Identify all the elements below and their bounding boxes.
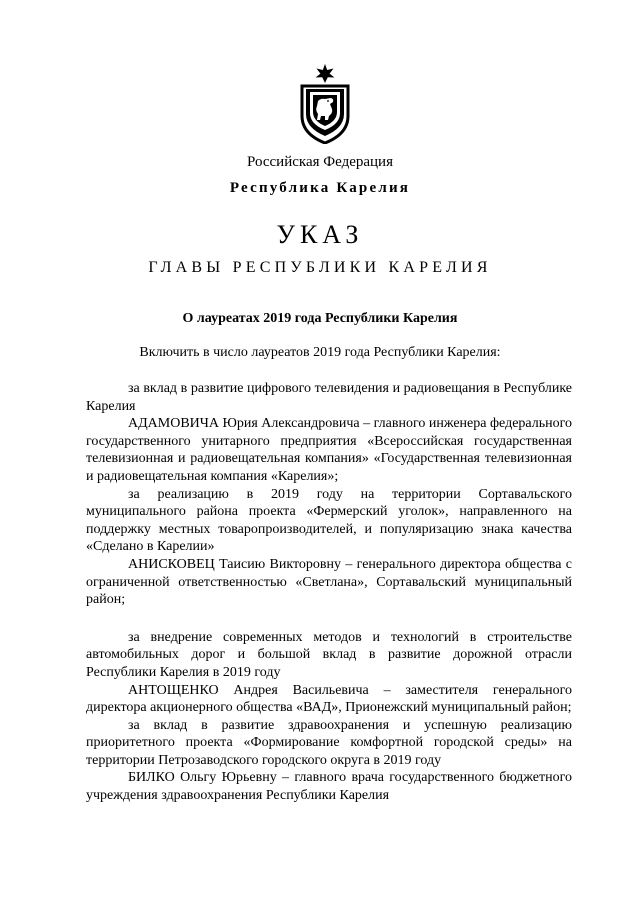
decree-subject: О лауреатах 2019 года Республики Карелия [182,311,458,326]
decree-body [86,380,572,805]
award-reason: за внедрение современных методов и технологий в строительстве автомобильных дорог и большой вклад в развитие дорожной отрасли Республики Карелия в 2019 году [86,629,572,680]
coat-of-arms [298,64,352,144]
award-reason: за вклад в развитие цифрового телевидения и радиовещания в Республике Карелия [86,381,572,414]
decree-intro: Включить в число лауреатов 2019 года Республики Карелия: [139,345,501,360]
republic-name: Республика Карелия [229,180,411,196]
awardee: АНТОЩЕНКО Андрея Васильевича – заместителя генерального директора акционерного общества «ВАД», Прионежский муниципальный район; [86,682,572,716]
awardee: АНИСКОВЕЦ Таисию Викторовну – генерального директора общества с ограниченной ответственностью «Светлана», Сортавальский муниципальный район; [86,556,572,608]
award-reason: за реализацию в 2019 году на территории Сортавальского муниципального района проекта «Фермерский уголок», направленного на поддержку местных товаропроизводителей, и популяризацию знака качества «Сделано в Карелии» [86,486,572,555]
country-name: Российская Федерация [247,154,393,170]
awardee: АДАМОВИЧА Юрия Александровича – главного инженера федерального государственного унитарного предприятия «Всероссийская государственная телевизионная и радиовещательная компания» «Государственная телевизионная и радиовещательная компания «Карелия»; [86,416,573,484]
document-type: УКАЗ [276,220,364,249]
karelia-coat-of-arms-icon [298,64,352,144]
awardee: БИЛКО Ольгу Юрьевну – главного врача государственного бюджетного учреждения здравоохранения Республики Карелия [86,770,572,804]
star-icon [316,64,335,83]
issuer-title: ГЛАВЫ РЕСПУБЛИКИ КАРЕЛИЯ [148,259,492,276]
award-reason: за вклад в развитие здравоохранения и успешную реализацию приоритетного проекта «Формирование комфортной городской среды» на территории Петрозаводского городского округа в 2019 году [86,717,572,768]
